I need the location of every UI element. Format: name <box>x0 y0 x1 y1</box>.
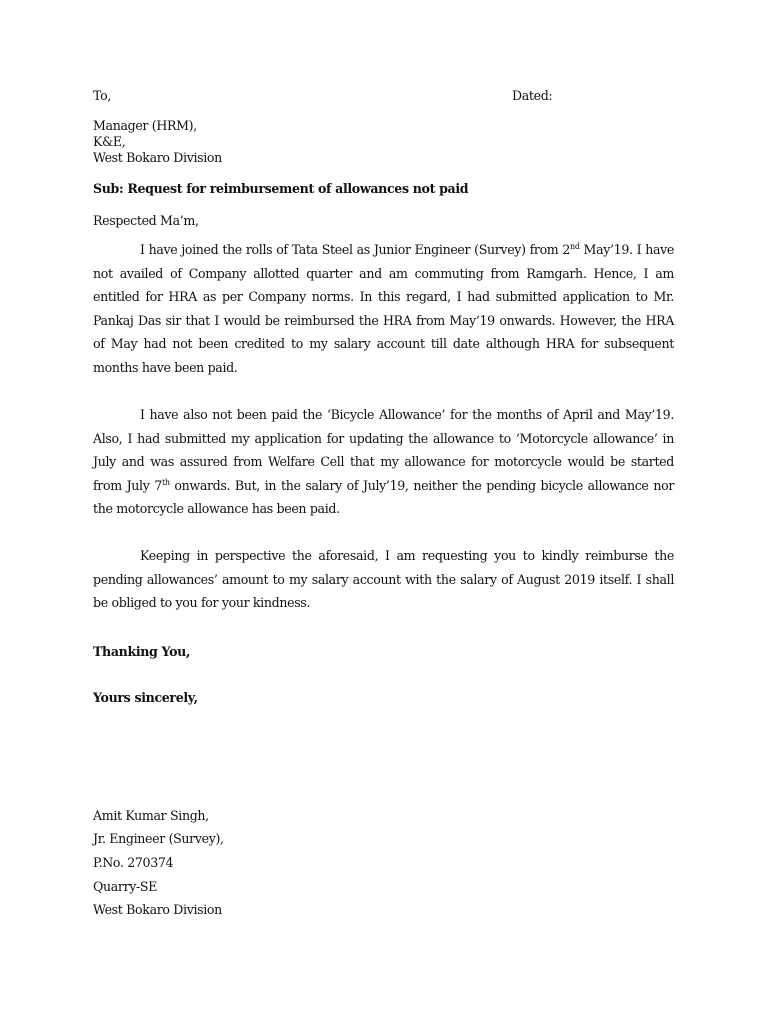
signature-division: West Bokaro Division <box>93 902 222 917</box>
dated-label: Dated: <box>512 88 553 103</box>
subject-line: Sub: Request for reimbursement of allowances not paid <box>93 181 469 196</box>
signature-pno: P.No. 270374 <box>93 855 174 870</box>
signature-designation: Jr. Engineer (Survey), <box>93 831 224 846</box>
recipient-line-2: K&E, <box>93 134 126 149</box>
closing-line: Yours sincerely, <box>93 690 198 705</box>
paragraph-1-superscript: nd <box>570 241 580 251</box>
paragraph-1 <box>93 238 674 380</box>
paragraph-2-text-a: I have also not been paid the ‘Bicycle Allowance’ for the months of April and May’19. Also, I had submitted my application for updating the allowance to ‘Motorcycle allowance’ in July and was assured from Welfare Cell that my allowance for motorcycle would be started from July 7 <box>93 407 674 493</box>
paragraph-2-superscript: th <box>161 477 170 487</box>
signature-section: Quarry-SE <box>93 879 158 894</box>
paragraph-1-text-b: May’19. I have not availed of Company allotted quarter and am commuting from Ramgarh. Hence, I am entitled for HRA as per Company norms. In this regard, I had submitted application to Mr. Pankaj Das sir that I would be reimbursed the HRA from May’19 onwards. However, the HRA of May had not been credited to my salary account till date although HRA for subsequent months have been paid. <box>93 242 674 375</box>
recipient-line-3: West Bokaro Division <box>93 150 222 165</box>
recipient-line-1: Manager (HRM), <box>93 118 197 133</box>
paragraph-2-text-b: onwards. But, in the salary of July’19, neither the pending bicycle allowance nor the motorcycle allowance has been paid. <box>93 477 674 517</box>
thanking-line: Thanking You, <box>93 644 190 659</box>
to-label: To, <box>93 88 111 103</box>
paragraph-1-text-a: I have joined the rolls of Tata Steel as Junior Engineer (Survey) from 2 <box>140 242 571 257</box>
paragraph-2 <box>93 403 674 521</box>
paragraph-3: Keeping in perspective the aforesaid, I am requesting you to kindly reimburse the pending allowances’ amount to my salary account with the salary of August 2019 itself. I shall be obliged to you for your kindness. <box>93 548 674 611</box>
salutation: Respected Ma’m, <box>93 213 199 228</box>
signature-name: Amit Kumar Singh, <box>93 808 209 823</box>
